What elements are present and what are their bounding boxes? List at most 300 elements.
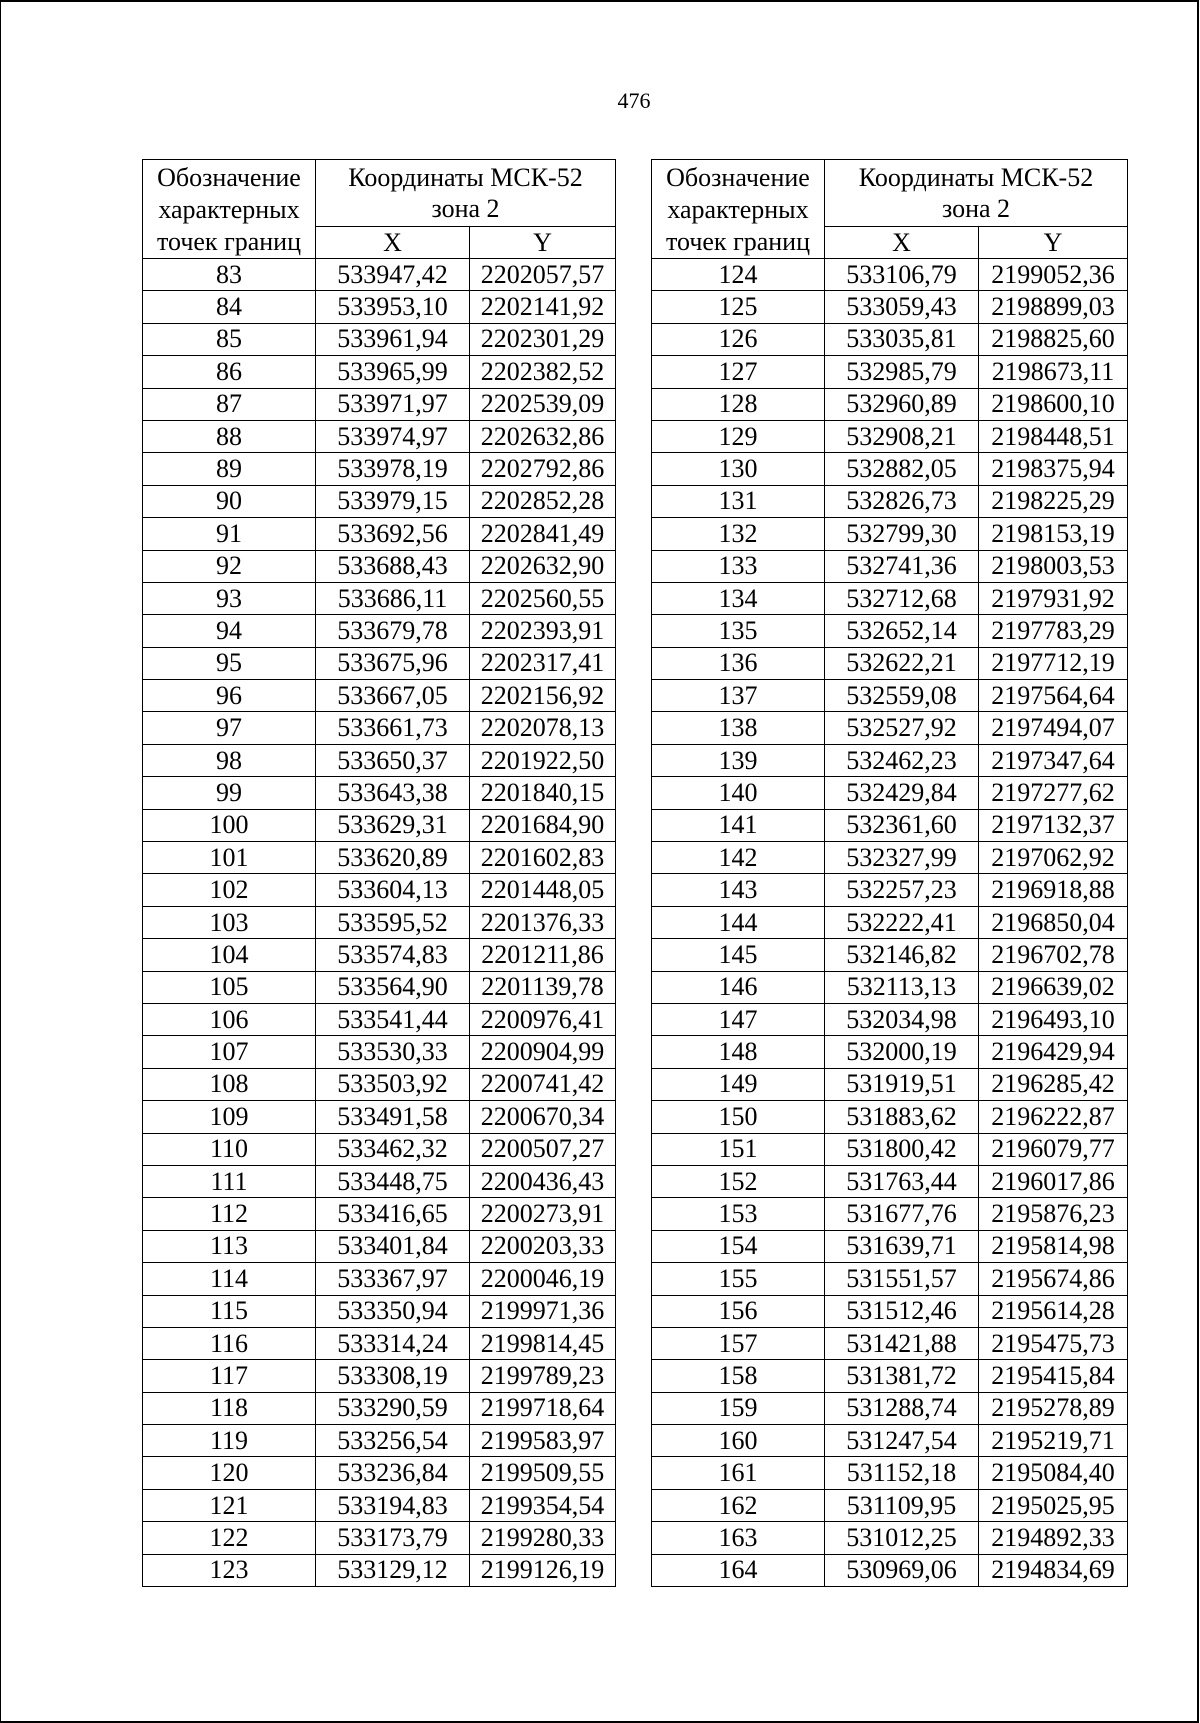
point-number-cell: 107 — [143, 1036, 316, 1068]
point-number-cell: 147 — [652, 1003, 825, 1035]
table-row — [143, 420, 616, 452]
x-coordinate-cell: 532034,98 — [825, 1003, 979, 1035]
x-coordinate-cell: 532652,14 — [825, 615, 979, 647]
y-coordinate-cell: 2199718,64 — [470, 1392, 616, 1424]
point-number-cell: 100 — [143, 809, 316, 841]
point-number-cell: 139 — [652, 744, 825, 776]
x-coordinate-cell: 530969,06 — [825, 1554, 979, 1586]
x-coordinate-cell: 533961,94 — [316, 323, 470, 355]
table-row — [143, 1489, 616, 1521]
y-coordinate-cell: 2202156,92 — [470, 680, 616, 712]
y-coordinate-cell: 2196702,78 — [979, 939, 1128, 971]
table-row — [143, 550, 616, 582]
point-number-cell: 133 — [652, 550, 825, 582]
y-coordinate-cell: 2196285,42 — [979, 1068, 1128, 1100]
table-row — [143, 1425, 616, 1457]
table-row — [652, 1425, 1128, 1457]
x-coordinate-cell: 533965,99 — [316, 356, 470, 388]
x-coordinate-cell: 532000,19 — [825, 1036, 979, 1068]
y-coordinate-cell: 2196017,86 — [979, 1165, 1128, 1197]
x-coordinate-cell: 533503,92 — [316, 1068, 470, 1100]
y-coordinate-cell: 2199126,19 — [470, 1554, 616, 1586]
x-coordinate-cell: 533401,84 — [316, 1230, 470, 1262]
point-number-cell: 136 — [652, 647, 825, 679]
point-number-cell: 155 — [652, 1263, 825, 1295]
table-row — [143, 712, 616, 744]
x-coordinate-cell: 531247,54 — [825, 1425, 979, 1457]
x-coordinate-cell: 533541,44 — [316, 1003, 470, 1035]
table-row — [143, 1165, 616, 1197]
table-row — [143, 259, 616, 291]
x-coordinate-cell: 532429,84 — [825, 777, 979, 809]
table-row — [652, 1295, 1128, 1327]
table-row — [143, 615, 616, 647]
y-coordinate-cell: 2200273,91 — [470, 1198, 616, 1230]
x-coordinate-cell: 533692,56 — [316, 518, 470, 550]
x-coordinate-cell: 531288,74 — [825, 1392, 979, 1424]
table-row — [143, 1392, 616, 1424]
table-row — [652, 518, 1128, 550]
y-coordinate-cell: 2197931,92 — [979, 582, 1128, 614]
x-coordinate-cell: 533629,31 — [316, 809, 470, 841]
table-row — [143, 680, 616, 712]
y-coordinate-cell: 2202632,86 — [470, 420, 616, 452]
y-coordinate-cell: 2195084,40 — [979, 1457, 1128, 1489]
point-number-cell: 115 — [143, 1295, 316, 1327]
table-row — [143, 453, 616, 485]
x-coordinate-cell: 532826,73 — [825, 485, 979, 517]
table-row — [652, 906, 1128, 938]
y-coordinate-cell: 2197062,92 — [979, 842, 1128, 874]
y-coordinate-cell: 2195219,71 — [979, 1425, 1128, 1457]
table-row — [652, 1133, 1128, 1165]
y-coordinate-cell: 2195674,86 — [979, 1263, 1128, 1295]
point-number-cell: 141 — [652, 809, 825, 841]
table-row — [652, 744, 1128, 776]
x-coordinate-cell: 531109,95 — [825, 1489, 979, 1521]
x-coordinate-cell: 533194,83 — [316, 1489, 470, 1521]
x-coordinate-cell: 533650,37 — [316, 744, 470, 776]
table-row — [652, 259, 1128, 291]
point-number-cell: 159 — [652, 1392, 825, 1424]
x-coordinate-cell: 531919,51 — [825, 1068, 979, 1100]
point-number-cell: 152 — [652, 1165, 825, 1197]
y-coordinate-cell: 2202393,91 — [470, 615, 616, 647]
point-number-cell: 118 — [143, 1392, 316, 1424]
point-number-cell: 124 — [652, 259, 825, 291]
point-number-cell: 149 — [652, 1068, 825, 1100]
x-coordinate-cell: 532222,41 — [825, 906, 979, 938]
table-row — [143, 906, 616, 938]
y-coordinate-cell: 2202539,09 — [470, 388, 616, 420]
point-number-cell: 146 — [652, 971, 825, 1003]
x-coordinate-cell: 533236,84 — [316, 1457, 470, 1489]
point-number-cell: 157 — [652, 1327, 825, 1359]
x-coordinate-cell: 531800,42 — [825, 1133, 979, 1165]
table-row — [143, 939, 616, 971]
y-coordinate-cell: 2195614,28 — [979, 1295, 1128, 1327]
table-row — [652, 647, 1128, 679]
point-number-cell: 92 — [143, 550, 316, 582]
y-coordinate-cell: 2201211,86 — [470, 939, 616, 971]
point-number-cell: 145 — [652, 939, 825, 971]
point-number-cell: 95 — [143, 647, 316, 679]
y-coordinate-cell: 2201448,05 — [470, 874, 616, 906]
table-row — [652, 453, 1128, 485]
x-coordinate-cell: 532361,60 — [825, 809, 979, 841]
y-coordinate-cell: 2201602,83 — [470, 842, 616, 874]
y-coordinate-cell: 2202852,28 — [470, 485, 616, 517]
point-number-cell: 88 — [143, 420, 316, 452]
x-coordinate-cell: 533679,78 — [316, 615, 470, 647]
x-coordinate-cell: 531551,57 — [825, 1263, 979, 1295]
point-number-cell: 142 — [652, 842, 825, 874]
x-coordinate-cell: 532741,36 — [825, 550, 979, 582]
point-number-cell: 121 — [143, 1489, 316, 1521]
x-coordinate-cell: 533574,83 — [316, 939, 470, 971]
point-number-cell: 108 — [143, 1068, 316, 1100]
x-coordinate-cell: 533953,10 — [316, 291, 470, 323]
y-coordinate-cell: 2195475,73 — [979, 1327, 1128, 1359]
table-row — [143, 388, 616, 420]
table-row — [143, 842, 616, 874]
table-row — [143, 1133, 616, 1165]
table-row — [143, 1263, 616, 1295]
table-row — [652, 874, 1128, 906]
table-row — [143, 518, 616, 550]
y-coordinate-cell: 2196918,88 — [979, 874, 1128, 906]
y-coordinate-cell: 2202841,49 — [470, 518, 616, 550]
table-row — [652, 1101, 1128, 1133]
x-coordinate-cell: 533129,12 — [316, 1554, 470, 1586]
y-coordinate-cell: 2200741,42 — [470, 1068, 616, 1100]
point-number-cell: 106 — [143, 1003, 316, 1035]
point-number-cell: 126 — [652, 323, 825, 355]
point-number-cell: 109 — [143, 1101, 316, 1133]
point-number-cell: 125 — [652, 291, 825, 323]
table-row — [652, 1198, 1128, 1230]
table-row — [652, 1392, 1128, 1424]
point-number-cell: 122 — [143, 1522, 316, 1554]
x-coordinate-cell: 533367,97 — [316, 1263, 470, 1295]
x-coordinate-cell: 532146,82 — [825, 939, 979, 971]
x-coordinate-cell: 533688,43 — [316, 550, 470, 582]
x-coordinate-cell: 533256,54 — [316, 1425, 470, 1457]
y-coordinate-cell: 2195814,98 — [979, 1230, 1128, 1262]
y-coordinate-cell: 2198448,51 — [979, 420, 1128, 452]
table-row — [652, 1068, 1128, 1100]
x-coordinate-cell: 532257,23 — [825, 874, 979, 906]
x-coordinate-cell: 533595,52 — [316, 906, 470, 938]
table-row — [143, 1036, 616, 1068]
table-row — [143, 1457, 616, 1489]
y-coordinate-cell: 2200436,43 — [470, 1165, 616, 1197]
table-row — [143, 1360, 616, 1392]
point-number-cell: 150 — [652, 1101, 825, 1133]
table-row — [652, 777, 1128, 809]
x-coordinate-cell: 533035,81 — [825, 323, 979, 355]
point-number-cell: 84 — [143, 291, 316, 323]
header-y: Y — [979, 227, 1128, 259]
point-number-cell: 153 — [652, 1198, 825, 1230]
point-number-cell: 103 — [143, 906, 316, 938]
y-coordinate-cell: 2200203,33 — [470, 1230, 616, 1262]
y-coordinate-cell: 2198673,11 — [979, 356, 1128, 388]
coordinates-table-right — [651, 159, 1128, 1587]
header-coordinates-group: Координаты МСК-52 зона 2 — [316, 160, 616, 227]
x-coordinate-cell: 533173,79 — [316, 1522, 470, 1554]
y-coordinate-cell: 2196639,02 — [979, 971, 1128, 1003]
table-row — [652, 1165, 1128, 1197]
x-coordinate-cell: 533059,43 — [825, 291, 979, 323]
table-row — [652, 1003, 1128, 1035]
x-coordinate-cell: 532622,21 — [825, 647, 979, 679]
y-coordinate-cell: 2202057,57 — [470, 259, 616, 291]
point-number-cell: 114 — [143, 1263, 316, 1295]
table-row — [143, 323, 616, 355]
x-coordinate-cell: 533978,19 — [316, 453, 470, 485]
y-coordinate-cell: 2201139,78 — [470, 971, 616, 1003]
y-coordinate-cell: 2202560,55 — [470, 582, 616, 614]
y-coordinate-cell: 2197494,07 — [979, 712, 1128, 744]
x-coordinate-cell: 532462,23 — [825, 744, 979, 776]
table-row — [652, 712, 1128, 744]
y-coordinate-cell: 2200904,99 — [470, 1036, 616, 1068]
point-number-cell: 98 — [143, 744, 316, 776]
point-number-cell: 105 — [143, 971, 316, 1003]
point-number-cell: 90 — [143, 485, 316, 517]
table-row — [143, 485, 616, 517]
table-row — [652, 1036, 1128, 1068]
x-coordinate-cell: 532985,79 — [825, 356, 979, 388]
table-row — [143, 777, 616, 809]
y-coordinate-cell: 2200507,27 — [470, 1133, 616, 1165]
y-coordinate-cell: 2198153,19 — [979, 518, 1128, 550]
table-row — [143, 1522, 616, 1554]
y-coordinate-cell: 2199583,97 — [470, 1425, 616, 1457]
x-coordinate-cell: 533643,38 — [316, 777, 470, 809]
table-row — [652, 356, 1128, 388]
point-number-cell: 127 — [652, 356, 825, 388]
y-coordinate-cell: 2196222,87 — [979, 1101, 1128, 1133]
table-row — [652, 1327, 1128, 1359]
y-coordinate-cell: 2200046,19 — [470, 1263, 616, 1295]
table-row — [652, 323, 1128, 355]
table-row — [143, 1554, 616, 1586]
point-number-cell: 112 — [143, 1198, 316, 1230]
y-coordinate-cell: 2202301,29 — [470, 323, 616, 355]
x-coordinate-cell: 531883,62 — [825, 1101, 979, 1133]
table-row — [652, 291, 1128, 323]
x-coordinate-cell: 533620,89 — [316, 842, 470, 874]
x-coordinate-cell: 531012,25 — [825, 1522, 979, 1554]
point-number-cell: 134 — [652, 582, 825, 614]
x-coordinate-cell: 531421,88 — [825, 1327, 979, 1359]
point-number-cell: 128 — [652, 388, 825, 420]
point-number-cell: 162 — [652, 1489, 825, 1521]
point-number-cell: 99 — [143, 777, 316, 809]
x-coordinate-cell: 533308,19 — [316, 1360, 470, 1392]
point-number-cell: 143 — [652, 874, 825, 906]
point-number-cell: 91 — [143, 518, 316, 550]
table-row — [652, 1457, 1128, 1489]
y-coordinate-cell: 2197564,64 — [979, 680, 1128, 712]
y-coordinate-cell: 2202792,86 — [470, 453, 616, 485]
table-row — [143, 1230, 616, 1262]
x-coordinate-cell: 533491,58 — [316, 1101, 470, 1133]
y-coordinate-cell: 2199789,23 — [470, 1360, 616, 1392]
point-number-cell: 89 — [143, 453, 316, 485]
point-number-cell: 129 — [652, 420, 825, 452]
point-number-cell: 163 — [652, 1522, 825, 1554]
y-coordinate-cell: 2202632,90 — [470, 550, 616, 582]
table-row — [143, 1198, 616, 1230]
y-coordinate-cell: 2198225,29 — [979, 485, 1128, 517]
y-coordinate-cell: 2197783,29 — [979, 615, 1128, 647]
table-row — [652, 388, 1128, 420]
y-coordinate-cell: 2199971,36 — [470, 1295, 616, 1327]
x-coordinate-cell: 533416,65 — [316, 1198, 470, 1230]
x-coordinate-cell: 533971,97 — [316, 388, 470, 420]
point-number-cell: 138 — [652, 712, 825, 744]
table-row — [143, 356, 616, 388]
point-number-cell: 135 — [652, 615, 825, 647]
y-coordinate-cell: 2198375,94 — [979, 453, 1128, 485]
table-row — [652, 939, 1128, 971]
point-number-cell: 132 — [652, 518, 825, 550]
point-number-cell: 111 — [143, 1165, 316, 1197]
x-coordinate-cell: 533686,11 — [316, 582, 470, 614]
point-number-cell: 83 — [143, 259, 316, 291]
point-number-cell: 156 — [652, 1295, 825, 1327]
x-coordinate-cell: 533661,73 — [316, 712, 470, 744]
y-coordinate-cell: 2201684,90 — [470, 809, 616, 841]
header-y: Y — [470, 227, 616, 259]
point-number-cell: 120 — [143, 1457, 316, 1489]
header-coordinates-group: Координаты МСК-52 зона 2 — [825, 160, 1128, 227]
x-coordinate-cell: 531512,46 — [825, 1295, 979, 1327]
table-row — [143, 744, 616, 776]
point-number-cell: 148 — [652, 1036, 825, 1068]
x-coordinate-cell: 533564,90 — [316, 971, 470, 1003]
coordinates-table-left — [142, 159, 616, 1587]
table-row — [143, 1101, 616, 1133]
table-row — [652, 550, 1128, 582]
x-coordinate-cell: 532908,21 — [825, 420, 979, 452]
point-number-cell: 158 — [652, 1360, 825, 1392]
point-number-cell: 161 — [652, 1457, 825, 1489]
y-coordinate-cell: 2201840,15 — [470, 777, 616, 809]
point-number-cell: 104 — [143, 939, 316, 971]
point-number-cell: 113 — [143, 1230, 316, 1262]
x-coordinate-cell: 533448,75 — [316, 1165, 470, 1197]
table-row — [652, 1554, 1128, 1586]
page-number: 476 — [617, 88, 651, 113]
y-coordinate-cell: 2196493,10 — [979, 1003, 1128, 1035]
y-coordinate-cell: 2202078,13 — [470, 712, 616, 744]
y-coordinate-cell: 2194892,33 — [979, 1522, 1128, 1554]
point-number-cell: 94 — [143, 615, 316, 647]
x-coordinate-cell: 533947,42 — [316, 259, 470, 291]
y-coordinate-cell: 2199280,33 — [470, 1522, 616, 1554]
table-row — [652, 485, 1128, 517]
x-coordinate-cell: 533675,96 — [316, 647, 470, 679]
y-coordinate-cell: 2198825,60 — [979, 323, 1128, 355]
point-number-cell: 101 — [143, 842, 316, 874]
table-row — [652, 420, 1128, 452]
y-coordinate-cell: 2199052,36 — [979, 259, 1128, 291]
point-number-cell: 97 — [143, 712, 316, 744]
point-number-cell: 154 — [652, 1230, 825, 1262]
x-coordinate-cell: 532527,92 — [825, 712, 979, 744]
x-coordinate-cell: 531639,71 — [825, 1230, 979, 1262]
x-coordinate-cell: 532799,30 — [825, 518, 979, 550]
x-coordinate-cell: 531763,44 — [825, 1165, 979, 1197]
y-coordinate-cell: 2199814,45 — [470, 1327, 616, 1359]
x-coordinate-cell: 533350,94 — [316, 1295, 470, 1327]
point-number-cell: 151 — [652, 1133, 825, 1165]
x-coordinate-cell: 533974,97 — [316, 420, 470, 452]
x-coordinate-cell: 532712,68 — [825, 582, 979, 614]
y-coordinate-cell: 2199509,55 — [470, 1457, 616, 1489]
table-row — [143, 1068, 616, 1100]
table-row — [652, 1522, 1128, 1554]
table-row — [652, 1489, 1128, 1521]
y-coordinate-cell: 2197132,37 — [979, 809, 1128, 841]
point-number-cell: 119 — [143, 1425, 316, 1457]
y-coordinate-cell: 2195415,84 — [979, 1360, 1128, 1392]
y-coordinate-cell: 2197277,62 — [979, 777, 1128, 809]
y-coordinate-cell: 2200670,34 — [470, 1101, 616, 1133]
x-coordinate-cell: 533530,33 — [316, 1036, 470, 1068]
point-number-cell: 117 — [143, 1360, 316, 1392]
x-coordinate-cell: 533106,79 — [825, 259, 979, 291]
y-coordinate-cell: 2202382,52 — [470, 356, 616, 388]
point-number-cell: 144 — [652, 906, 825, 938]
x-coordinate-cell: 531152,18 — [825, 1457, 979, 1489]
y-coordinate-cell: 2194834,69 — [979, 1554, 1128, 1586]
x-coordinate-cell: 532327,99 — [825, 842, 979, 874]
point-number-cell: 86 — [143, 356, 316, 388]
y-coordinate-cell: 2196850,04 — [979, 906, 1128, 938]
y-coordinate-cell: 2196429,94 — [979, 1036, 1128, 1068]
table-row — [652, 809, 1128, 841]
x-coordinate-cell: 533667,05 — [316, 680, 470, 712]
table-row — [143, 1327, 616, 1359]
x-coordinate-cell: 532113,13 — [825, 971, 979, 1003]
header-x: X — [316, 227, 470, 259]
x-coordinate-cell: 533314,24 — [316, 1327, 470, 1359]
table-row — [652, 582, 1128, 614]
y-coordinate-cell: 2198003,53 — [979, 550, 1128, 582]
table-row — [143, 809, 616, 841]
y-coordinate-cell: 2197712,19 — [979, 647, 1128, 679]
point-number-cell: 140 — [652, 777, 825, 809]
y-coordinate-cell: 2195025,95 — [979, 1489, 1128, 1521]
x-coordinate-cell: 533290,59 — [316, 1392, 470, 1424]
table-row — [652, 1230, 1128, 1262]
x-coordinate-cell: 533462,32 — [316, 1133, 470, 1165]
x-coordinate-cell: 532559,08 — [825, 680, 979, 712]
point-number-cell: 110 — [143, 1133, 316, 1165]
point-number-cell: 123 — [143, 1554, 316, 1586]
table-row — [143, 1003, 616, 1035]
y-coordinate-cell: 2198899,03 — [979, 291, 1128, 323]
y-coordinate-cell: 2201922,50 — [470, 744, 616, 776]
y-coordinate-cell: 2200976,41 — [470, 1003, 616, 1035]
table-row — [143, 647, 616, 679]
x-coordinate-cell: 532960,89 — [825, 388, 979, 420]
